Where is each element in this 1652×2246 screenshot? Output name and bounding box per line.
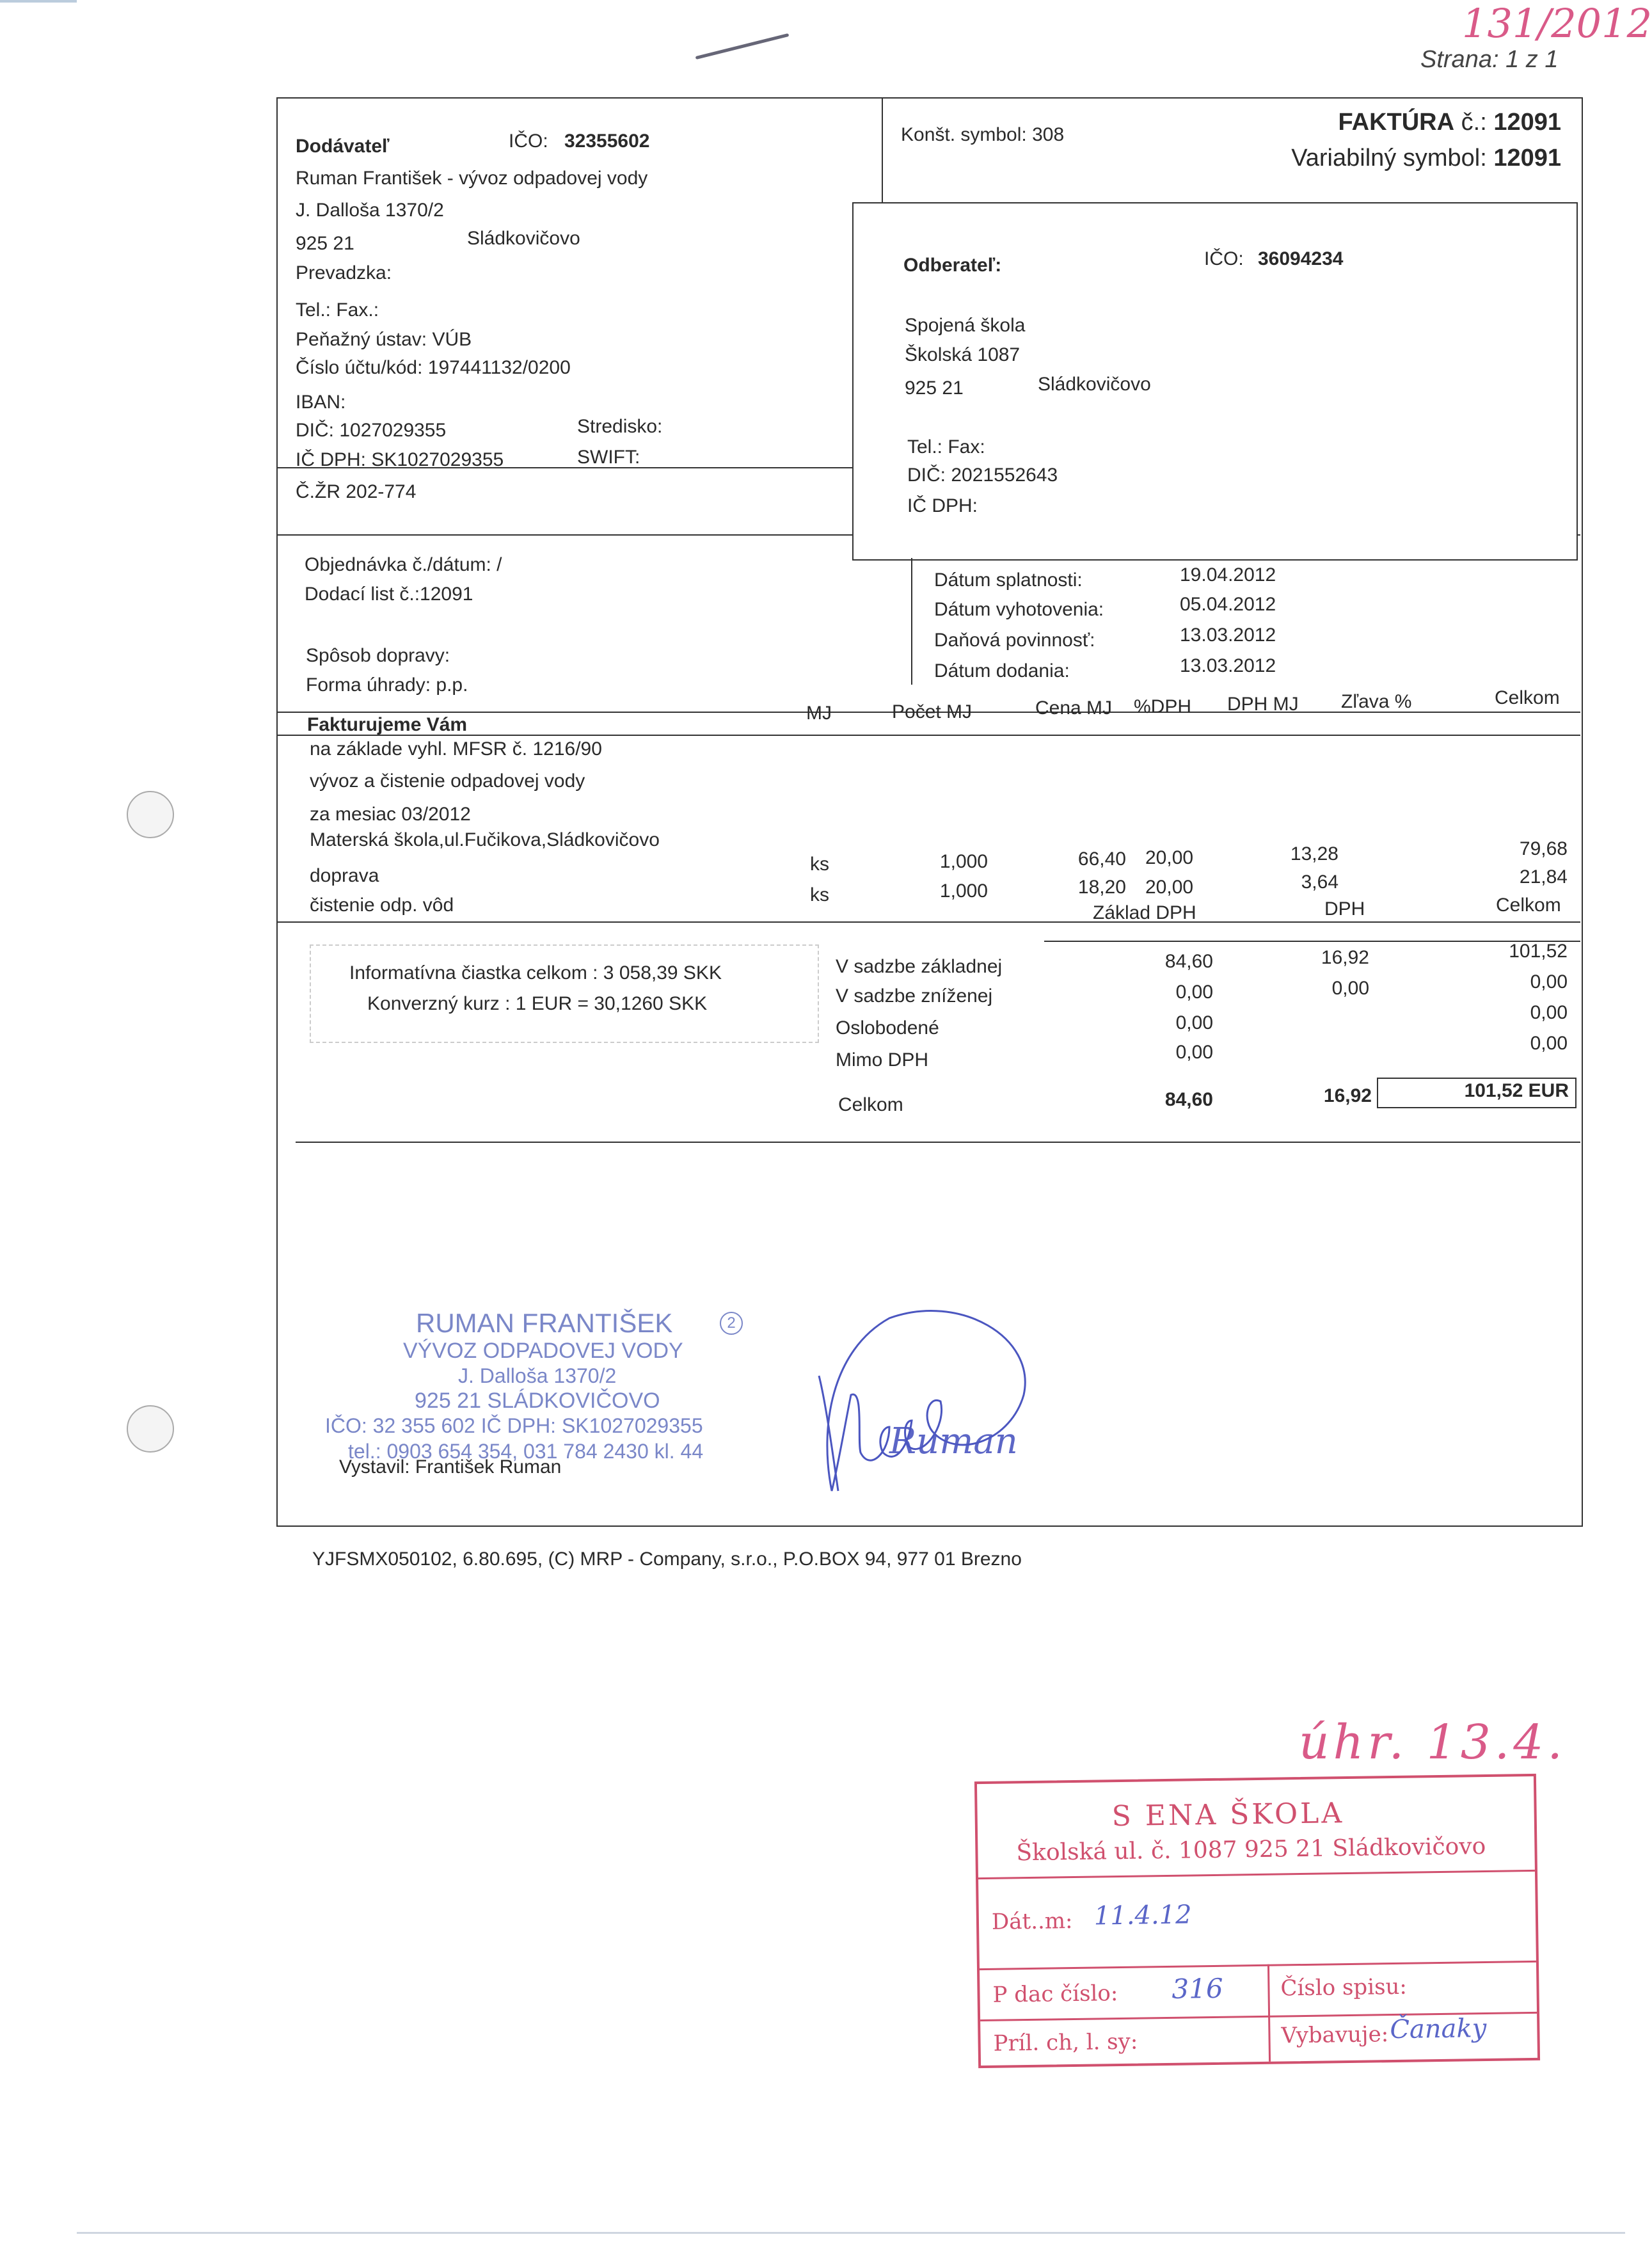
summary-label: Mimo DPH: [836, 1049, 929, 1071]
invoice-number-label: č.:: [1461, 109, 1487, 136]
konst-symbol: Konšt. symbol: 308: [901, 124, 1065, 145]
customer-dic: DIČ: 2021552643: [907, 465, 1058, 486]
item-dph-pct: 20,00: [1145, 877, 1194, 898]
supplier-city: Sládkovičovo: [467, 228, 580, 249]
item-dph-mj: 13,28: [1290, 843, 1338, 864]
summary-label: Oslobodené: [836, 1017, 939, 1039]
supplier-iban: IBAN:: [296, 392, 346, 413]
item-desc: čistenie odp. vôd: [310, 895, 454, 916]
item-desc: doprava: [310, 865, 379, 886]
registry-stamp-address: Školská ul. č. 1087 925 21 Sládkovičovo: [1016, 1833, 1486, 1867]
supplier-account: Číslo účtu/kód: 197441132/0200: [296, 357, 571, 378]
supplier-czr: Č.ŽR 202-774: [296, 481, 417, 502]
stamp-number-badge: 2: [720, 1312, 743, 1335]
supplier-zip: 925 21: [296, 233, 354, 254]
staple-mark: [695, 33, 790, 60]
order-number: Objednávka č./dátum: /: [305, 554, 502, 575]
summary-total-celkom: 101,52 EUR: [1464, 1080, 1569, 1101]
stamp-line: 925 21 SLÁDKOVIČOVO: [415, 1389, 660, 1413]
info-conversion-rate: Konverzný kurz : 1 EUR = 30,1260 SKK: [367, 993, 708, 1014]
item-text-line: za mesiac 03/2012: [310, 804, 471, 825]
payment-method: Forma úhrady: p.p.: [306, 674, 468, 696]
item-cena: 18,20: [1077, 877, 1126, 898]
items-header-pocet: Počet MJ: [892, 701, 973, 722]
items-header-desc: Fakturujeme Vám: [307, 714, 468, 735]
summary-bottom-line: [296, 1142, 1580, 1143]
stamp-line: IČO: 32 355 602 IČ DPH: SK1027029355: [325, 1414, 703, 1437]
dates-divider: [911, 558, 912, 685]
date-label-issued: Dátum vyhotovenia:: [934, 599, 1104, 620]
supplier-prevadzka: Prevadzka:: [296, 262, 392, 283]
invoice-title-label: FAKTÚRA: [1338, 109, 1455, 136]
supplier-ico-value: 32355602: [564, 131, 650, 152]
customer-ic-dph: IČ DPH:: [907, 495, 978, 516]
item-mj: ks: [810, 884, 829, 905]
customer-label: Odberateľ:: [903, 255, 1002, 276]
item-celkom: 21,84: [1519, 866, 1568, 888]
customer-city: Sládkovičovo: [1038, 374, 1151, 395]
header-divider: [882, 97, 883, 212]
summary-celkom: 0,00: [1530, 1033, 1568, 1054]
supplier-ico-label: IČO:: [509, 131, 548, 152]
summary-dph: 0,00: [1331, 978, 1369, 999]
registry-stamp: [974, 1774, 1540, 2068]
customer-zip: 925 21: [905, 378, 964, 399]
items-header-zlava: Zľava %: [1341, 691, 1412, 712]
top-edge-mark: [0, 0, 77, 3]
registry-stamp-vybavuje-value: Čanaky: [1390, 2014, 1487, 2045]
items-header-bottom-line: [276, 735, 1580, 736]
signature: [793, 1299, 1062, 1504]
info-amount-skk: Informatívna čiastka celkom : 3 058,39 SKK: [349, 962, 722, 984]
summary-header-celkom: Celkom: [1496, 895, 1561, 916]
registry-stamp-date-label: Dát..m:: [991, 1908, 1073, 1935]
date-label-due: Dátum splatnosti:: [934, 569, 1083, 591]
items-bottom-line: [276, 921, 1580, 923]
registry-stamp-spis-label: Číslo spisu:: [1280, 1973, 1408, 2002]
summary-zaklad: 0,00: [1175, 982, 1213, 1003]
customer-ico-value: 36094234: [1258, 248, 1344, 269]
customer-tel-fax: Tel.: Fax:: [907, 436, 985, 458]
customer-street: Školská 1087: [905, 344, 1021, 365]
date-value-tax: 13.03.2012: [1180, 625, 1276, 646]
stamp-line: J. Dalloša 1370/2: [458, 1364, 617, 1387]
summary-celkom: 101,52: [1509, 941, 1568, 962]
supplier-name: Ruman František - vývoz odpadovej vody: [296, 168, 648, 189]
registry-stamp-title: S ENA ŠKOLA: [1111, 1797, 1345, 1833]
summary-zaklad: 0,00: [1175, 1042, 1213, 1063]
summary-dph: 16,92: [1321, 947, 1369, 968]
delivery-note: Dodací list č.:12091: [305, 584, 473, 605]
footer-software-info: YJFSMX050102, 6.80.695, (C) MRP - Company, s.r.o., P.O.BOX 94, 977 01 Brezno: [312, 1549, 1022, 1570]
summary-total-label: Celkom: [838, 1094, 903, 1115]
item-pocet: 1,000: [939, 880, 988, 902]
date-value-delivery: 13.03.2012: [1180, 655, 1276, 676]
customer-ico-label: IČO:: [1204, 248, 1244, 269]
handwritten-registration-number: 131/2012: [1462, 0, 1652, 47]
date-label-tax: Daňová povinnosť:: [934, 630, 1095, 651]
registry-stamp-line: [980, 1961, 1536, 1970]
registry-stamp-podaci-label: P dac číslo:: [992, 1980, 1118, 2008]
items-header-dph-pct: %DPH: [1134, 696, 1192, 717]
summary-zaklad: 0,00: [1175, 1012, 1213, 1033]
registry-stamp-vybavuje-label: Vybavuje:: [1281, 2021, 1389, 2049]
invoice-title: [1338, 109, 1561, 136]
supplier-stredisko: Stredisko:: [577, 416, 663, 437]
item-dph-pct: 20,00: [1145, 847, 1194, 868]
summary-label: V sadzbe zníženej: [836, 985, 993, 1007]
item-celkom: 79,68: [1519, 838, 1568, 859]
summary-header-zaklad: Základ DPH: [1093, 902, 1196, 923]
item-text-line: na základe vyhl. MFSR č. 1216/90: [310, 738, 602, 760]
items-header-celkom: Celkom: [1495, 687, 1560, 708]
supplier-tel-fax: Tel.: Fax.:: [296, 299, 379, 321]
summary-celkom: 0,00: [1530, 1002, 1568, 1023]
registry-stamp-line: [978, 1870, 1535, 1879]
supplier-ic-dph: IČ DPH: SK1027029355: [296, 449, 504, 470]
handwritten-payment-note: úhr. 13.4.: [1299, 1715, 1566, 1770]
summary-total-dph: 16,92: [1323, 1085, 1372, 1106]
registry-stamp-date-value: 11.4.12: [1093, 1900, 1192, 1931]
item-text-line: vývoz a čistenie odpadovej vody: [310, 770, 585, 792]
registry-stamp-vertical-line: [1267, 1964, 1271, 2062]
stamp-line: tel.: 0903 654 354, 031 784 2430 kl. 44: [348, 1440, 704, 1463]
punch-hole-top: [127, 791, 174, 838]
supplier-dic: DIČ: 1027029355: [296, 420, 447, 441]
signature-drawing: [793, 1299, 1062, 1504]
date-value-issued: 05.04.2012: [1180, 594, 1276, 615]
punch-hole-bottom: [127, 1405, 174, 1453]
invoice-number: 12091: [1493, 109, 1561, 136]
summary-celkom: 0,00: [1530, 971, 1568, 992]
stamp-company-name: RUMAN FRANTIŠEK: [416, 1308, 673, 1338]
summary-zaklad: 84,60: [1164, 951, 1213, 972]
summary-total-zaklad: 84,60: [1164, 1089, 1213, 1110]
transport-method: Spôsob dopravy:: [306, 645, 450, 666]
items-header-mj: MJ: [806, 703, 832, 724]
variabilny-label: Variabilný symbol:: [1291, 145, 1487, 171]
customer-name: Spojená škola: [905, 315, 1026, 336]
page-number: Strana: 1 z 1: [1420, 46, 1559, 73]
issued-by: Vystavil: František Ruman: [339, 1456, 562, 1477]
signature-text: Ruman: [889, 1421, 1018, 1462]
item-dph-mj: 3,64: [1301, 872, 1338, 893]
date-label-delivery: Dátum dodania:: [934, 660, 1070, 681]
items-header-dph-mj: DPH MJ: [1227, 694, 1299, 715]
variabilny-symbol: [1291, 145, 1561, 172]
stamp-line: VÝVOZ ODPADOVEJ VODY: [403, 1339, 683, 1363]
date-value-due: 19.04.2012: [1180, 564, 1276, 585]
registry-stamp-podaci-value: 316: [1171, 1972, 1223, 2005]
summary-label: V sadzbe základnej: [836, 956, 1003, 977]
registry-stamp-prilohy-label: Príl. ch, l. sy:: [993, 2028, 1138, 2057]
item-text-line: Materská škola,ul.Fučikova,Sládkovičovo: [310, 829, 660, 850]
item-cena: 66,40: [1077, 848, 1126, 870]
item-pocet: 1,000: [939, 851, 988, 872]
variabilny-value: 12091: [1493, 145, 1561, 171]
summary-header-dph: DPH: [1324, 898, 1365, 920]
supplier-bank: Peňažný ústav: VÚB: [296, 329, 472, 350]
supplier-label: Dodávateľ: [296, 136, 390, 157]
bottom-edge-line: [77, 2232, 1625, 2234]
supplier-swift: SWIFT:: [577, 447, 640, 468]
item-mj: ks: [810, 854, 829, 875]
supplier-street: J. Dalloša 1370/2: [296, 200, 444, 221]
items-header-cena: Cena MJ: [1035, 697, 1113, 719]
